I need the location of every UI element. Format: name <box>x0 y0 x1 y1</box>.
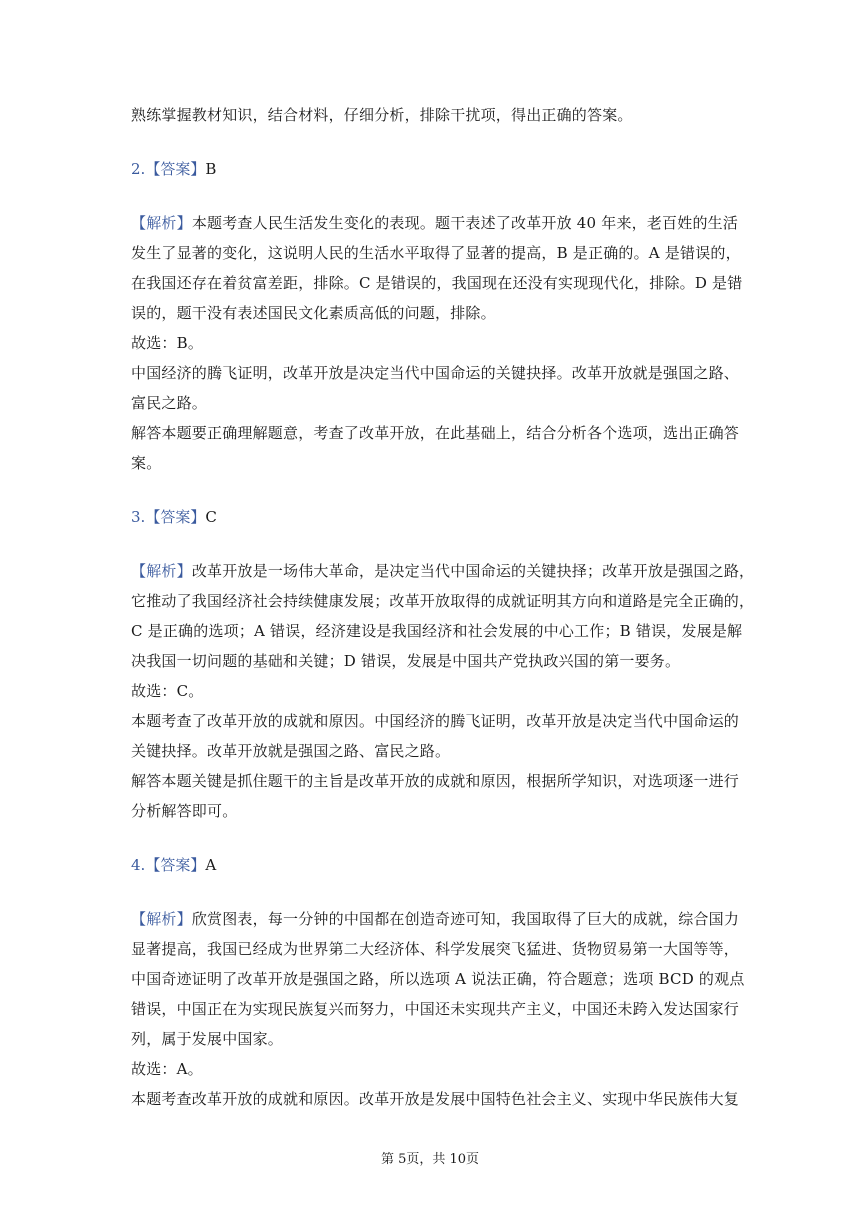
intro-text: 熟练掌握教材知识，结合材料，仔细分析，排除干扰项，得出正确的答案。 <box>131 106 633 124</box>
answer-heading-q3 <box>131 502 731 532</box>
tips-line: 分析解答即可。 <box>131 802 238 820</box>
analysis-line: 误的，题干没有表述国民文化素质高低的问题，排除。 <box>131 304 496 322</box>
analysis-line: 发生了显著的变化，这说明人民的生活水平取得了显著的提高，B 是正确的。A 是错误的， <box>131 244 741 262</box>
question-number: 4. <box>131 856 146 874</box>
analysis-line: C 是正确的选项；A 错误，经济建设是我国经济和社会发展的中心工作；B 错误，发展是解 <box>131 622 743 640</box>
spacer <box>131 826 731 850</box>
analysis-line: 【解析】改革开放是一场伟大革命，是决定当代中国命运的关键抉择；改革开放是强国之路， <box>131 562 755 580</box>
answer-tag: 【答案】 <box>145 856 206 874</box>
analysis-line: 显著提高，我国已经成为世界第二大经济体、科学发展突飞猛进、货物贸易第一大国等等， <box>131 940 740 958</box>
analysis-line: 列，属于发展中国家。 <box>131 1030 284 1048</box>
analysis-tag: 【解析】 <box>131 910 192 928</box>
answer-value: B <box>205 160 217 178</box>
analysis-line: 它推动了我国经济社会持续健康发展；改革开放取得的成就证明其方向和道路是完全正确的， <box>131 592 755 610</box>
answer-value: A <box>205 856 217 874</box>
summary-line: 中国经济的腾飞证明，改革开放是决定当代中国命运的关键抉择。改革开放就是强国之路、 <box>131 364 740 382</box>
tips-line: 解答本题关键是抓住题干的主旨是改革开放的成就和原因，根据所学知识，对选项逐一进行 <box>131 772 740 790</box>
analysis-line: 在我国还存在着贫富差距，排除。C 是错误的，我国现在还没有实现现代化，排除。D 是错 <box>131 274 743 292</box>
summary-line: 富民之路。 <box>131 394 208 412</box>
choice-line: 故选：B。 <box>131 334 204 352</box>
analysis-line: 决我国一切问题的基础和关键；D 错误，发展是中国共产党执政兴国的第一要务。 <box>131 652 681 670</box>
summary-line: 本题考查改革开放的成就和原因。改革开放是发展中国特色社会主义、实现中华民族伟大复 <box>131 1090 740 1108</box>
question-number: 2. <box>131 160 146 178</box>
question-number: 3. <box>131 508 146 526</box>
tips-line: 案。 <box>131 454 162 472</box>
analysis-line: 中国奇迹证明了改革开放是强国之路，所以选项 A 说法正确，符合题意；选项 BCD 的观点 <box>131 970 745 988</box>
spacer <box>131 880 731 904</box>
analysis-tag: 【解析】 <box>131 562 192 580</box>
summary-line: 本题考查了改革开放的成就和原因。中国经济的腾飞证明，改革开放是决定当代中国命运的 <box>131 712 740 730</box>
document-body <box>131 100 755 1114</box>
answer-tag: 【答案】 <box>145 160 206 178</box>
answer-tag: 【答案】 <box>145 508 206 526</box>
summary-line: 关键抉择。改革开放就是强国之路、富民之路。 <box>131 742 451 760</box>
answer-heading-q4 <box>131 850 731 880</box>
choice-line: 故选：C。 <box>131 682 204 700</box>
tips-line: 解答本题要正确理解题意，考查了改革开放，在此基础上，结合分析各个选项，选出正确答 <box>131 424 740 442</box>
spacer <box>131 130 731 154</box>
page-footer: 第 5页，共 10页 <box>380 1152 480 1167</box>
analysis-line: 【解析】欣赏图表，每一分钟的中国都在创造奇迹可知，我国取得了巨大的成就，综合国力 <box>131 910 740 928</box>
analysis-line: 【解析】本题考查人民生活发生变化的表现。题干表述了改革开放 40 年来，老百姓的生活 <box>131 214 739 232</box>
spacer <box>131 532 731 556</box>
answer-value: C <box>205 508 217 526</box>
analysis-line: 错误，中国正在为实现民族复兴而努力，中国还未实现共产主义，中国还未跨入发达国家行 <box>131 1000 740 1018</box>
spacer <box>131 184 731 208</box>
choice-line: 故选：A。 <box>131 1060 203 1078</box>
answer-heading-q2 <box>131 154 731 184</box>
analysis-tag: 【解析】 <box>131 214 192 232</box>
spacer <box>131 478 731 502</box>
